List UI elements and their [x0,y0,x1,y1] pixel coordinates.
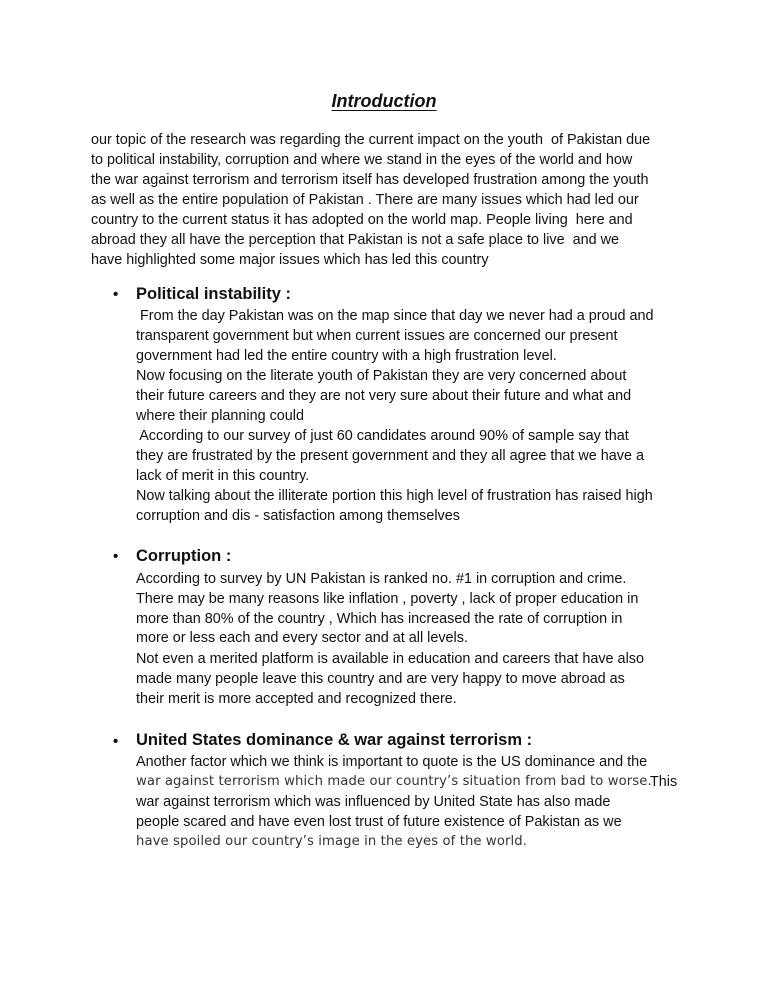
intro-line: country to the current status it has adopted on the world map. People living here and [91,212,633,228]
page-title: Introduction [331,91,437,111]
section-line: lack of merit in this country. [136,468,310,484]
section-line: war against terrorism which was influenced by United State has also made [136,794,611,810]
section-line: Now focusing on the literate youth of Pakistan they are very concerned about [136,368,627,384]
intro-line: have highlighted some major issues which has led this country [91,252,489,268]
section-line: From the day Pakistan was on the map since that day we never had a proud and [136,308,654,324]
section-line: Another factor which we think is important to quote is the US dominance and the [136,754,648,770]
bullet-marker: • [113,548,119,565]
section-line: they are frustrated by the present government and they all agree that we have a [136,448,644,464]
intro-line: as well as the entire population of Pakistan . There are many issues which had led our [91,192,639,208]
section-line: made many people leave this country and are very happy to move abroad as [136,671,625,687]
section-line: According to our survey of just 60 candidates around 90% of sample say that [136,428,629,444]
section-line: Now talking about the illiterate portion this high level of frustration has raised high [136,488,653,504]
section-line: transparent government but when current issues are concerned our present [136,328,618,344]
bullet-marker: • [113,733,119,750]
intro-line: the war against terrorism and terrorism itself has developed frustration among the youth [91,172,649,188]
section-line: people scared and have even lost trust of future existence of Pakistan as we [136,814,622,830]
intro-line: abroad they all have the perception that Pakistan is not a safe place to live and we [91,232,619,248]
section-line: According to survey by UN Pakistan is ranked no. #1 in corruption and crime. [136,571,627,587]
section-line: war against terrorism which made our country’s situation from bad to worse. [136,774,652,789]
section-line: more than 80% of the country , Which has increased the rate of corruption in [136,611,623,627]
section-heading: Political instability : [136,285,291,303]
section-line: more or less each and every sector and at all levels. [136,630,468,646]
section-line: This [650,774,678,790]
section-line: their merit is more accepted and recognized there. [136,691,457,707]
intro-line: to political instability, corruption and where we stand in the eyes of the world and how [91,152,633,168]
section-line: corruption and dis - satisfaction among themselves [136,508,460,524]
intro-line: our topic of the research was regarding the current impact on the youth of Pakistan due [91,132,651,148]
section-line: have spoiled our country’s image in the eyes of the world. [136,834,528,849]
section-line: There may be many reasons like inflation , poverty , lack of proper education in [136,591,639,607]
section-line: government had led the entire country with a high frustration level. [136,348,557,364]
section-line: their future careers and they are not very sure about their future and what and [136,388,632,404]
section-line: Not even a merited platform is available in education and careers that have also [136,651,644,667]
section-heading: Corruption : [136,547,232,565]
bullet-marker: • [113,286,119,303]
section-heading: United States dominance & war against terrorism : [136,731,533,749]
section-line: where their planning could [136,408,305,424]
